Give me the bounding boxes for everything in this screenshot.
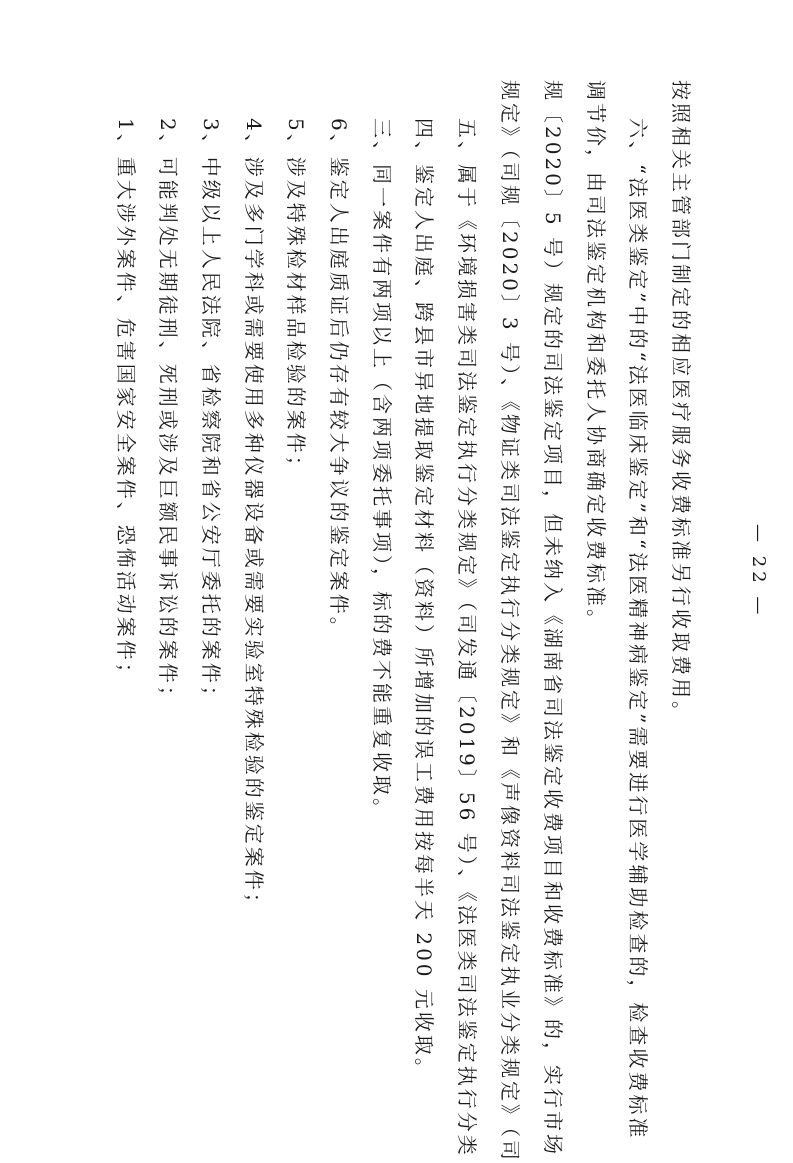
- text-line-6: 6、鉴定人出庭质证后仍存有较大争议的鉴定案件。: [327, 118, 351, 640]
- text-line-12: 调节价，由司法鉴定机构和委托人协商确定收费标准。: [584, 80, 608, 632]
- text-line-4: 4、涉及多门学科或需要使用多种仪器设备或需要实验室特殊检验的鉴定案件；: [242, 118, 266, 916]
- text-line-10: 规定》（司规〔2020〕3 号）、《物证类司法鉴定执行分类规定》和《声像资料司法鉴定执业分类规定》（司: [498, 80, 522, 1163]
- text-line-11: 规〔2020〕5 号）规定的司法鉴定项目，但未纳入《湖南省司法鉴定收费项目和收费标准》的，实行市场: [541, 80, 565, 1157]
- text-line-13: 六、“法医类鉴定”中的“法医临床鉴定”和“法医精神病鉴定”需要进行医学辅助检查的，检查收费标准: [626, 118, 650, 1141]
- text-line-9: 五、属于《环境损害类司法鉴定执行分类规定》（司发通〔2019〕56 号）、《法医类司法鉴定执行分类: [455, 118, 479, 1158]
- page-number: — 22 —: [748, 524, 769, 619]
- text-line-14: 按照相关主管部门制定的相应医疗服务收费标准另行收取费用。: [669, 80, 693, 724]
- text-line-5: 5、涉及特殊检材样品检验的案件；: [284, 118, 308, 479]
- text-line-7: 三、同一案件有两项以上（含两项委托事项），标的费不能重复收取。: [370, 118, 394, 821]
- text-line-8: 四、鉴定人出庭、跨县市异地提取鉴定材料（资料）所增加的误工费用按每半天 200 元收取。: [412, 118, 436, 1081]
- text-line-2: 2、可能判处无期徒刑、死刑或涉及巨额民事诉讼的案件；: [156, 118, 180, 709]
- text-line-1: 1、重大涉外案件、危害国家安全案件、恐怖活动案件；: [114, 118, 138, 686]
- text-line-3: 3、中级以上人民法院、省检察院和省公安厅委托的案件；: [199, 118, 223, 709]
